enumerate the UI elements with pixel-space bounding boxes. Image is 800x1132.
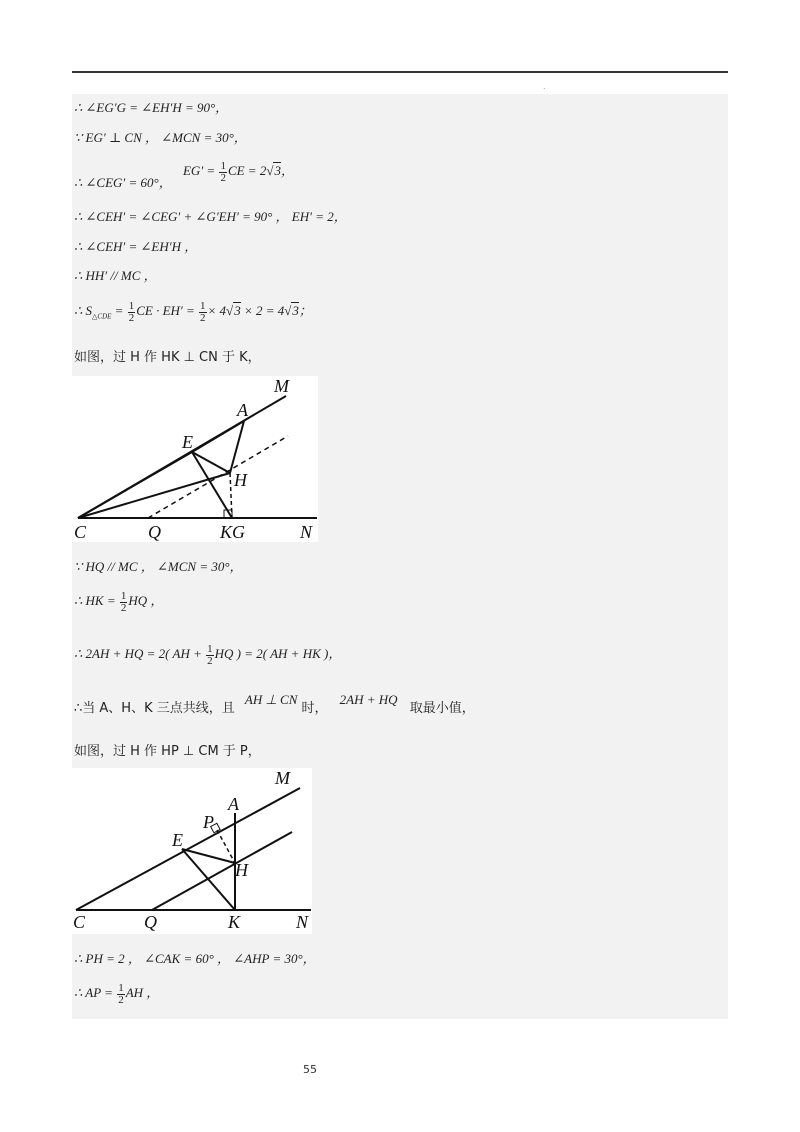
label-P: P bbox=[203, 812, 214, 832]
area-subscript: △CDE bbox=[92, 312, 112, 321]
label-N: N bbox=[296, 912, 309, 932]
step-line-4: ∴ ∠CEH′ = ∠CEG′ + ∠G′EH′ = 90° ， EH′ = 2， bbox=[74, 209, 347, 224]
figure-2 bbox=[72, 768, 312, 934]
eq-pre: ∴ 2AH + HQ = 2( AH + bbox=[74, 646, 206, 661]
eq-post: HQ ) = 2( AH + HK )， bbox=[214, 646, 342, 661]
label-M: M bbox=[275, 768, 290, 788]
step-3b-end: ， bbox=[280, 163, 294, 178]
eq1: = bbox=[111, 303, 127, 318]
step-line-3: ∴ ∠CEG′ = 60°， EG′ = $\frac{1}{2}$ CE = 2√3， bbox=[74, 159, 294, 190]
eq3: × 4 bbox=[207, 303, 227, 318]
label-N: N bbox=[300, 522, 313, 542]
step-line-14: ∴ PH = 2 ， ∠CAK = 60° ， ∠AHP = 30°， bbox=[74, 951, 316, 966]
label-Q: Q bbox=[144, 912, 157, 932]
label-Q: Q bbox=[148, 522, 161, 542]
step-line-1: ∴ ∠EG′G = ∠EH′H = 90°， bbox=[74, 100, 229, 115]
step-3a: ∴ ∠CEG′ = 60°， bbox=[74, 175, 172, 190]
area-symbol: ∴ S bbox=[74, 303, 93, 318]
fraction: $\frac{1}{2}$ bbox=[118, 981, 124, 1006]
label-C: C bbox=[74, 522, 87, 542]
text-e: 取最小值， bbox=[409, 701, 475, 716]
label-H: H bbox=[234, 470, 247, 490]
text-d: 2AH + HQ bbox=[339, 692, 398, 707]
eq2: CE · EH′ = bbox=[136, 303, 199, 318]
header-mark: . bbox=[543, 82, 546, 91]
fraction: $\frac{1}{2}$ bbox=[120, 589, 127, 614]
label-M: M bbox=[274, 376, 289, 396]
eq-pre: ∴ HK = bbox=[74, 593, 119, 608]
page-number: 55 bbox=[303, 1063, 317, 1076]
fraction: $\frac{1}{2}$ bbox=[207, 642, 213, 667]
label-A: A bbox=[228, 794, 239, 814]
label-K: K bbox=[228, 912, 241, 932]
radicand: 3 bbox=[234, 303, 241, 318]
fraction: $\frac{1}{2}$ bbox=[220, 159, 226, 184]
step-line-10 bbox=[74, 590, 163, 614]
radicand: 3 bbox=[292, 303, 299, 318]
eq-pre: ∴ AP = bbox=[74, 985, 117, 1000]
eq4: × 2 = 4 bbox=[240, 303, 285, 318]
step-3b-pre: EG′ = bbox=[182, 163, 219, 178]
step-line-6: ∴ HH′ // MC ， bbox=[74, 268, 157, 283]
step-line-8: 如图，过 H 作 HK ⊥ CN 于 K， bbox=[74, 350, 261, 365]
eq-end: ； bbox=[298, 303, 312, 318]
step-line-9: ∵ HQ // MC ， ∠MCN = 30°， bbox=[74, 559, 243, 574]
step-line-2: ∵ EG′ ⊥ CN ， ∠MCN = 30°， bbox=[74, 130, 247, 145]
eq-post: HQ ， bbox=[128, 593, 164, 608]
text-a: ∴当 A、H、K 三点共线，且 bbox=[74, 701, 235, 716]
figure-1 bbox=[72, 376, 318, 542]
fraction: $\frac{1}{2}$ bbox=[128, 299, 135, 324]
label-E: E bbox=[182, 432, 193, 452]
step-line-12 bbox=[74, 692, 475, 716]
text-b: AH ⊥ CN bbox=[244, 692, 298, 707]
label-KG: KG bbox=[220, 522, 246, 542]
radicand: 3 bbox=[274, 163, 281, 178]
label-H: H bbox=[235, 860, 248, 880]
step-line-15 bbox=[74, 982, 159, 1006]
step-line-13: 如图，过 H 作 HP ⊥ CM 于 P， bbox=[74, 744, 261, 759]
step-line-11 bbox=[74, 643, 341, 667]
label-E: E bbox=[172, 830, 183, 850]
step-3b-post: CE = 2 bbox=[227, 163, 267, 178]
step-line-5: ∴ ∠CEH′ = ∠EH′H ， bbox=[74, 239, 198, 254]
fraction: $\frac{1}{2}$ bbox=[200, 299, 206, 324]
header-rule bbox=[72, 71, 728, 73]
label-A: A bbox=[237, 400, 248, 420]
step-line-7: ∴ $S_{\triangle CDE}$ = $\frac{1}{2}$ CE · EH′ = $\frac{1}{2}$ × 4√3 × 2 = 4√3； bbox=[74, 299, 312, 324]
text-c: 时， bbox=[301, 701, 328, 716]
eq-post: AH ， bbox=[125, 985, 160, 1000]
label-C: C bbox=[73, 912, 86, 932]
